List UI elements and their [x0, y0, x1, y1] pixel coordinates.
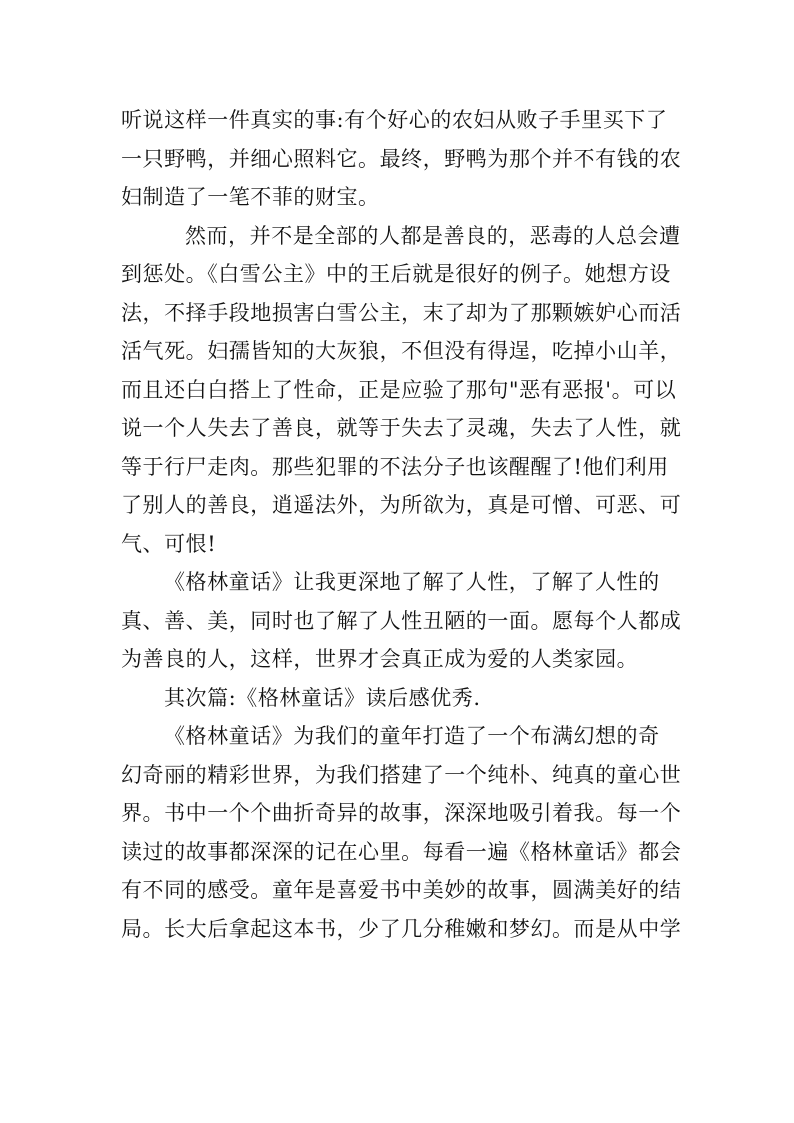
text-line: 局。长大后拿起这本书，少了几分稚嫩和梦幻。而是从中学 — [121, 917, 682, 941]
text-line: 真、善、美，同时也了解了人性丑陋的一面。愿每个人都成 — [121, 609, 682, 633]
text-line: 读过的故事都深深的记在心里。每看一遍《格林童话》都会 — [121, 840, 682, 864]
text-line: 而且还白白搭上了性命，正是应验了那句"恶有恶报'。可以 — [121, 378, 677, 402]
text-line: 活气死。妇孺皆知的大灰狼，不但没有得逞，吃掉小山羊， — [121, 339, 682, 363]
text-line: 《格林童话》为我们的童年打造了一个布满幻想的奇 — [164, 724, 660, 748]
text-line: 法，不择手段地损害白雪公主，末了却为了那颗嫉妒心而活 — [121, 301, 682, 325]
text-line: 《格林童话》让我更深地了解了人性，了解了人性的 — [164, 570, 660, 594]
text-line: 然而，并不是全部的人都是善良的，恶毒的人总会遭 — [185, 224, 681, 248]
text-line: 听说这样一件真实的事:有个好心的农妇从败子手里买下了 — [121, 108, 668, 132]
text-line: 为善良的人，这样，世界才会真正成为爱的人类家园。 — [121, 647, 639, 671]
text-line: 有不同的感受。童年是喜爱书中美妙的故事，圆满美好的结 — [121, 878, 682, 902]
text-line: 幻奇丽的精彩世界，为我们搭建了一个纯朴、纯真的童心世 — [121, 763, 682, 787]
text-line: 等于行尸走肉。那些犯罪的不法分子也该醒醒了!他们利用 — [121, 455, 669, 479]
section-heading: 其次篇:《格林童话》读后感优秀. — [164, 686, 481, 710]
text-line: 气、可恨! — [121, 532, 217, 556]
text-line: 到惩处。《白雪公主》中的王后就是很好的例子。她想方设 — [121, 262, 671, 286]
text-line: 了别人的善良，逍遥法外，为所欲为，真是可憎、可恶、可 — [121, 493, 682, 517]
text-line: 界。书中一个个曲折奇异的故事，深深地吸引着我。每一个 — [121, 801, 682, 825]
text-line: 妇制造了一笔不菲的财宝。 — [121, 185, 380, 209]
text-line: 说一个人失去了善良，就等于失去了灵魂，失去了人性，就 — [121, 416, 682, 440]
text-line: 一只野鸭，并细心照料它。最终，野鸭为那个并不有钱的农 — [121, 147, 682, 171]
